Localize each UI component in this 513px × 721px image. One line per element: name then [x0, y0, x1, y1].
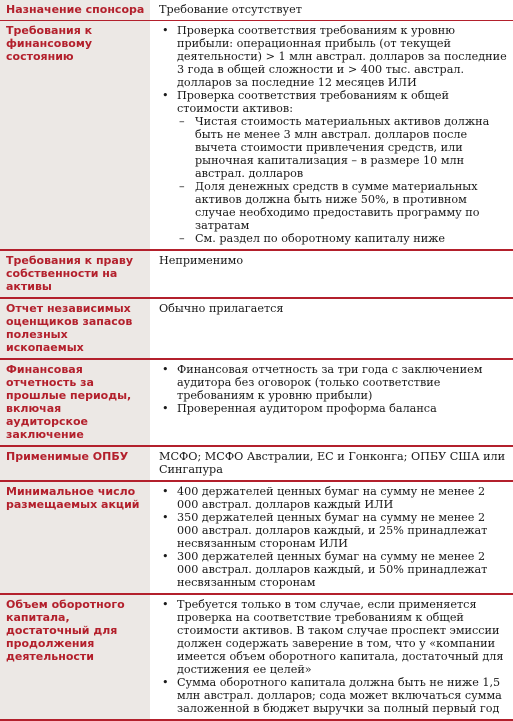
row-value	[150, 21, 513, 251]
row-value: Требование отсутствует	[159, 3, 302, 16]
row-ownership	[0, 250, 513, 298]
row-gaap	[0, 446, 513, 481]
list-item	[159, 89, 507, 245]
list-item: • Финансовая отчетность за три года с заключением аудитора без оговорок (только соответствие требованиям к уровню прибыли)	[159, 363, 507, 402]
row-value	[150, 359, 513, 446]
row-label: Минимальное число размещаемых акций	[0, 481, 150, 594]
row-label: Финансовая отчетность за прошлые периоды, включая аудиторское заключение	[0, 359, 150, 446]
row-value: Неприменимо	[159, 254, 244, 267]
row-financial	[0, 21, 513, 251]
sub-list-item: – См. раздел по оборотному капиталу ниже	[177, 232, 507, 245]
row-value: Обычно прилагается	[159, 302, 284, 315]
list-item-text: Проверка соответствия требованиям к общей стоимости активов:	[177, 89, 449, 115]
row-holders	[0, 481, 513, 594]
row-label: Отчет независимых оценщиков запасов полезных ископаемых	[0, 298, 150, 359]
row-label: Назначение спонсора	[0, 0, 150, 21]
sub-list-item: – Доля денежных средств в сумме материальных активов должна быть ниже 50%, в противном случае необходимо предоставить программу по затратам	[177, 180, 507, 232]
list-item: • Сумма оборотного капитала должна быть не ниже 1,5 млн австрал. долларов; сода может включаться сумма заложенной в бюджет выручки за полный первый год	[159, 676, 507, 715]
sub-list-item: – Чистая стоимость материальных активов должна быть не менее 3 млн австрал. долларов после вычета стоимости привлечения средств, или рыночная капитализация – в размере 10 млн австрал. долларов	[177, 115, 507, 180]
row-label: Требования к финансовому состоянию	[0, 21, 150, 251]
row-value	[150, 594, 513, 720]
list-item: • 400 держателей ценных бумаг на сумму не менее 2 000 австрал. долларов каждый ИЛИ	[159, 485, 507, 511]
list-item: • 350 держателей ценных бумаг на сумму не менее 2 000 австрал. долларов каждый, и 25% принадлежат несвязанным сторонам ИЛИ	[159, 511, 507, 550]
list-item: • Проверка соответствия требованиям к уровню прибыли: операционная прибыль (от текущей деятельности) > 1 млн австрал. долларов за последние 3 года в общей сложности и > 400 тыс. австрал. долларов за последние 12 месяцев ИЛИ	[159, 24, 507, 89]
list-item: • Требуется только в том случае, если применяется проверка на соответствие требованиям к общей стоимости активов. В таком случае проспект эмиссии должен содержать заверение в том, что у «компании имеется объем оборотного капитала, достаточный для достижения ее целей»	[159, 598, 507, 676]
row-sponsor	[0, 0, 513, 21]
list-item: • 300 держателей ценных бумаг на сумму не менее 2 000 австрал. долларов каждый, и 50% принадлежат несвязанным сторонам	[159, 550, 507, 589]
row-label: Требования к праву собственности на активы	[0, 250, 150, 298]
row-value: МСФО; МСФО Австралии, ЕС и Гонконга; ОПБУ США или Сингапура	[159, 450, 506, 476]
row-label: Применимые ОПБУ	[0, 446, 150, 481]
row-value	[150, 481, 513, 594]
list-item: • Проверенная аудитором проформа баланса	[159, 402, 507, 415]
row-reporting	[0, 359, 513, 446]
row-label: Объем оборотного капитала, достаточный для продолжения деятельности	[0, 594, 150, 720]
row-appraisers	[0, 298, 513, 359]
row-capital	[0, 594, 513, 720]
